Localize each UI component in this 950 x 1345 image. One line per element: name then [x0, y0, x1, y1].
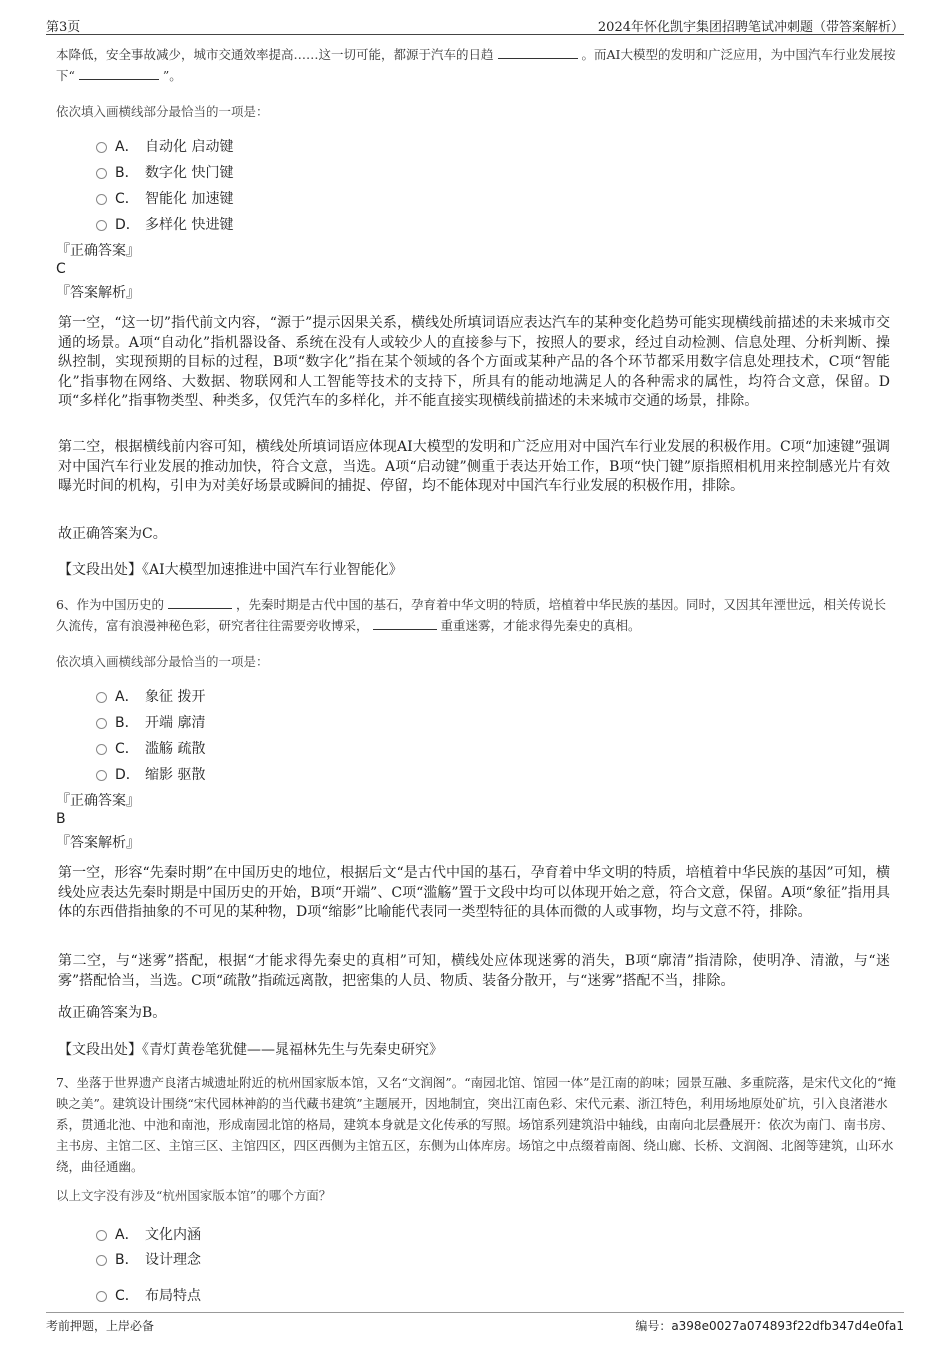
q6-option-a[interactable]: A． 象征 拨开 — [96, 686, 205, 706]
q5-option-d[interactable]: D． 多样化 快进键 — [96, 214, 233, 234]
page-footer — [46, 1312, 904, 1333]
q5-analysis-p2: 第二空，根据横线前内容可知，横线处所填词语应体现AI大模型的发明和广泛应用对中国汽车行业发展的积极作用。C项“加速键”强调对中国汽车行业发展的推动加快，符合文意，当选。A项“启动键”侧重于表达开始工作，B项“快门键”原指照相机用来控制感光片有效曝光时间的机构，引申为对美好场景或瞬间的捕捉、停留，均不能体现对中国汽车行业发展的积极作用，排除。 — [58, 439, 890, 494]
radio-icon[interactable] — [96, 718, 107, 729]
radio-icon[interactable] — [96, 1230, 107, 1241]
q5-blank-1 — [498, 46, 578, 59]
q5-blank-2 — [79, 67, 159, 80]
radio-icon[interactable] — [96, 220, 107, 231]
q6-blank-2 — [373, 617, 437, 630]
q7-option-b[interactable]: B． 设计理念 — [96, 1249, 201, 1269]
q6-source: 【文段出处】《青灯黄卷笔犹健——晁福林先生与先秦史研究》 — [58, 1042, 443, 1058]
q5-option-a[interactable]: A． 自动化 启动键 — [96, 136, 233, 156]
document-id: 编号：a398e0027a074893f22dfb347d4e0fa1 — [635, 1319, 904, 1333]
q5-source: 【文段出处】《AI大模型加速推进中国汽车行业智能化》 — [58, 562, 403, 578]
radio-icon[interactable] — [96, 1255, 107, 1266]
q5-analysis-label: 『答案解析』 — [56, 285, 140, 301]
document-title: 2024年怀化凯宇集团招聘笔试冲刺题（带答案解析） — [597, 20, 904, 35]
q5-option-b[interactable]: B． 数字化 快门键 — [96, 162, 233, 182]
q7-stem: 7、坐落于世界遗产良渚古城遗址附近的杭州国家版本馆，又名“文润阁”。“南园北馆、馆园一体”是江南的韵味；园景互融、多重院落，是宋代文化的“掩映之美”。建筑设计围绕“宋代园林神韵的当代藏书建筑”主题展开，因地制宜，突出江南色彩、宋代元素、浙江特色，利用场地原处矿坑，引入良渚港水系，贯通北池、中池和南池，形成南园北馆的格局，建筑本身就是文化传承的写照。场馆系列建筑沿中轴线，由南向北层叠展开：依次为南门、南书房、主书房、主馆二区、主馆三区、主馆四区，四区西侧为主馆五区，东侧为山体库房。场馆之中点缀着南阁、绕山廊、长桥、文润阁、北阁等建筑，山环水绕，曲径通幽。 — [56, 1075, 896, 1174]
q5-ask: 依次填入画横线部分最恰当的一项是： — [56, 104, 269, 119]
radio-icon[interactable] — [96, 194, 107, 205]
q5-stem — [56, 44, 896, 86]
q6-answer-label: 『正确答案』 — [56, 793, 140, 809]
q5-answer: C — [56, 261, 66, 277]
q5-stem-b: 。而AI大模型的发明和广泛应用，为中国汽车行业发展按下“ — [56, 47, 896, 83]
page-header — [46, 10, 904, 35]
q6-stem: 6、作为中国历史的 ，先秦时期是古代中国的基石，孕育着中华文明的特质，培植着中华民族的基因。同时，又因其年湮世远，相关传说长久流传，富有浪漫神秘色彩，研究者往往需要旁收博采， 重重迷雾，才能求得先秦史的真相。 — [56, 597, 886, 633]
q7-ask: 以上文字没有涉及“杭州国家版本馆”的哪个方面？ — [56, 1188, 332, 1203]
radio-icon[interactable] — [96, 142, 107, 153]
q7-option-c[interactable]: C． 布局特点 — [96, 1285, 201, 1305]
q6-ask: 依次填入画横线部分最恰当的一项是： — [56, 654, 269, 669]
q6-option-b[interactable]: B． 开端 廓清 — [96, 712, 205, 732]
q5-analysis-p1: 第一空，“这一切”指代前文内容，“源于”提示因果关系，横线处所填词语应表达汽车的某种变化趋势可能实现横线前描述的未来城市交通的场景。A项“自动化”指机器设备、系统在没有人或较少人的直接参与下，按照人的要求，经过自动检测、信息处理、分析判断、操纵控制，实现预期的目标的过程，B项“数字化”指在某个领域的各个方面或某种产品的各个环节都采用数字信息处理技术，C项“智能化”指事物在网络、大数据、物联网和人工智能等技术的支持下，所具有的能动地满足人的各种需求的属性，均符合文意，保留。D项“多样化”指事物类型、种类多，仅凭汽车的多样化，并不能直接实现横线前描述的未来城市交通的场景，排除。 — [58, 315, 890, 409]
radio-icon[interactable] — [96, 168, 107, 179]
page-number: 第3页 — [46, 20, 81, 35]
q6-analysis-p2: 第二空，与“迷雾”搭配，根据“才能求得先秦史的真相”可知，横线处应体现迷雾的消失，B项“廓清”指清除，使明净、清澈，与“迷雾”搭配恰当，当选。C项“疏散”指疏远离散，把密集的人员、物质、装备分散开，与“迷雾”搭配不当，排除。 — [58, 953, 890, 989]
footer-slogan: 考前押题，上岸必备 — [46, 1319, 155, 1333]
q6-blank-1 — [168, 596, 232, 609]
q5-stem-c: ”。 — [162, 68, 182, 83]
radio-icon[interactable] — [96, 744, 107, 755]
q6-answer: B — [56, 811, 66, 827]
q5-stem-a: 本降低，安全事故减少，城市交通效率提高……这一切可能，都源于汽车的日趋 — [56, 47, 494, 62]
radio-icon[interactable] — [96, 770, 107, 781]
q5-conclusion: 故正确答案为C。 — [58, 526, 167, 542]
q6-option-c[interactable]: C． 滥觞 疏散 — [96, 738, 205, 758]
q6-analysis-p1: 第一空，形容“先秦时期”在中国历史的地位，根据后文“是古代中国的基石，孕育着中华文明的特质，培植着中华民族的基因”可知，横线处应表达先秦时期是中国历史的开始，B项“开端”、C项“滥觞”置于文段中均可以体现开始之意，符合文意，保留。A项“象征”指用具体的东西借指抽象的不可见的某种物，D项“缩影”比喻能代表同一类型特征的具体而微的人或事物，均与文意不符，排除。 — [58, 865, 890, 920]
q6-analysis-label: 『答案解析』 — [56, 835, 140, 851]
q5-option-c[interactable]: C． 智能化 加速键 — [96, 188, 233, 208]
q6-option-d[interactable]: D． 缩影 驱散 — [96, 764, 205, 784]
radio-icon[interactable] — [96, 1291, 107, 1302]
q7-option-a[interactable]: A． 文化内涵 — [96, 1224, 201, 1244]
q6-conclusion: 故正确答案为B。 — [58, 1005, 167, 1021]
q5-answer-label: 『正确答案』 — [56, 243, 140, 259]
radio-icon[interactable] — [96, 692, 107, 703]
